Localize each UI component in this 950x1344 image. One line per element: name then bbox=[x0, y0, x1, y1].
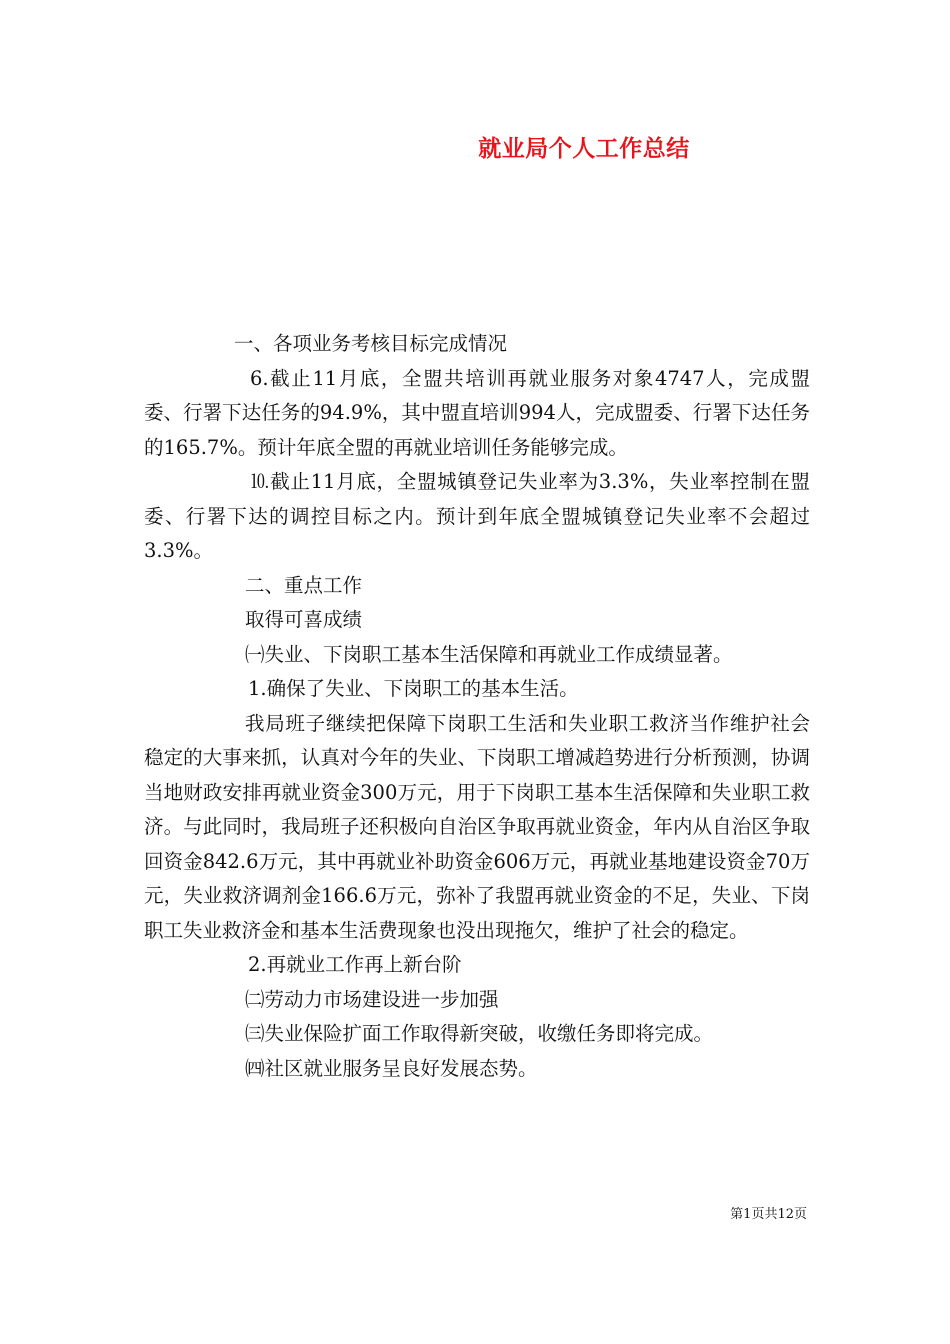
section-heading-2: 二、重点工作 bbox=[245, 573, 363, 597]
subsection-heading-1: ㈠失业、下岗职工基本生活保障和再就业工作成绩显著。 bbox=[245, 642, 733, 666]
item-heading-2: 2.再就业工作再上新台阶 bbox=[248, 953, 462, 976]
page-number-footer: 第1页共12页 bbox=[730, 1207, 807, 1222]
paragraph-achievement: 取得可喜成绩 bbox=[245, 608, 363, 631]
paragraph-training: 6.截止11月底，全盟共培训再就业服务对象4747人，完成盟委、行署下达任务的94.9%，其中盟直培训994人，完成盟委、行署下达任务的165.7%。预计年底全盟的再就业培训任务能够完成。 bbox=[144, 366, 810, 459]
section-heading-1: 一、各项业务考核目标完成情况 bbox=[234, 332, 508, 355]
subsection-heading-4: ㈣社区就业服务呈良好发展态势。 bbox=[245, 1056, 538, 1080]
document-body bbox=[144, 327, 810, 1086]
item-heading-1: 1.确保了失业、下岗职工的基本生活。 bbox=[248, 677, 579, 700]
paragraph-unemployment-rate: ⒑截止11月底，全盟城镇登记失业率为3.3%，失业率控制在盟委、行署下达的调控目标之内。预计到年底全盟城镇登记失业率不会超过3.3%。 bbox=[144, 470, 810, 562]
subsection-heading-2: ㈡劳动力市场建设进一步加强 bbox=[245, 987, 499, 1011]
subsection-heading-3: ㈢失业保险扩面工作取得新突破，收缴任务即将完成。 bbox=[245, 1022, 714, 1045]
paragraph-funding: 我局班子继续把保障下岗职工生活和失业职工救济当作维护社会稳定的大事来抓，认真对今年的失业、下岗职工增减趋势进行分析预测，协调当地财政安排再就业资金300万元，用于下岗职工基本生活保障和失业职工救济。与此同时，我局班子还积极向自治区争取再就业资金，年内从自治区争取回资金842.6万元，其中再就业补助资金606万元，再就业基地建设资金70万元，失业救济调剂金166.6万元，弥补了我盟再就业资金的不足，失业、下岗职工失业救济金和基本生活费现象也没出现拖欠，维护了社会的稳定。 bbox=[144, 711, 810, 942]
document-title: 就业局个人工作总结 bbox=[478, 136, 690, 162]
